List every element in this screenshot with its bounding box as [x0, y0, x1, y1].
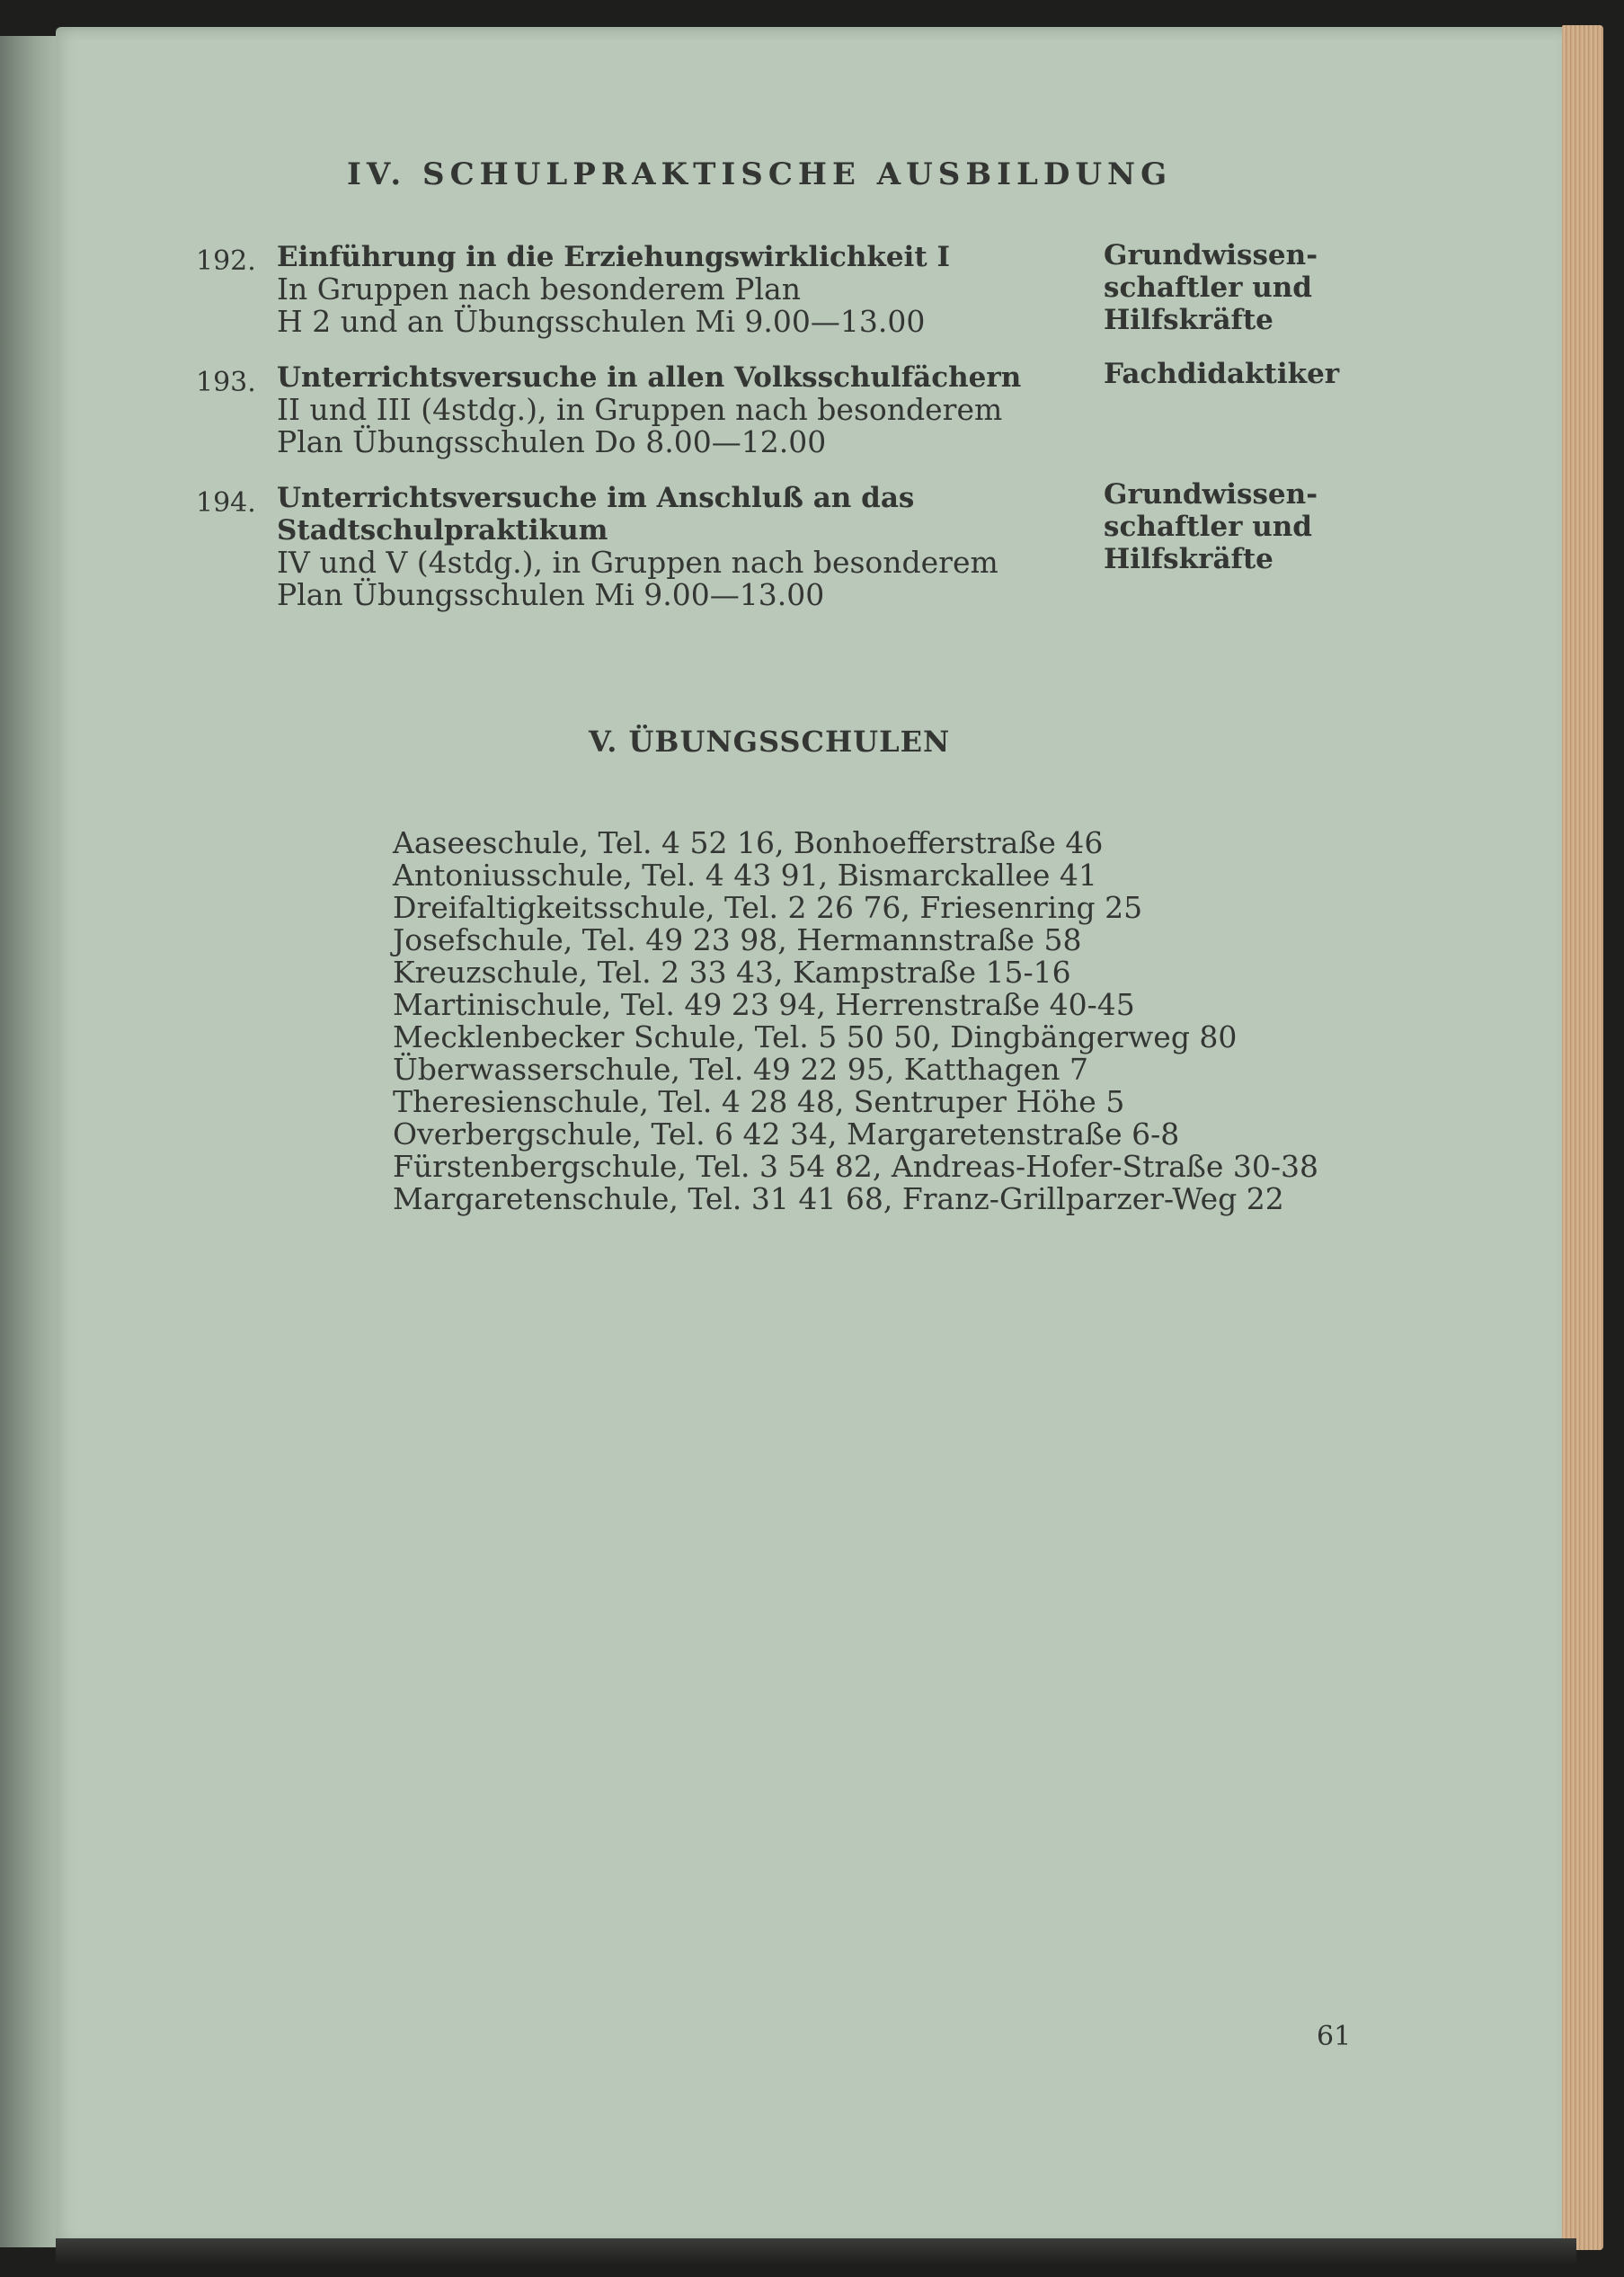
course-staff-line: schaftler und	[1104, 271, 1312, 304]
course-number: 194.	[196, 487, 256, 519]
course-title: Unterrichtsversuche im Anschluß an das	[277, 482, 915, 514]
course-title: Einführung in die Erziehungswirklichkeit I	[277, 241, 950, 273]
course-title: Unterrichtsversuche in allen Volksschulfächern	[277, 361, 1022, 394]
course-detail-line: II und III (4stdg.), in Gruppen nach besonderem	[277, 392, 1003, 427]
list-item: Kreuzschule, Tel. 2 33 43, Kampstraße 15-16	[393, 955, 1071, 990]
course-detail-line: In Gruppen nach besonderem Plan	[277, 271, 801, 307]
course-title-continued: Stadtschulpraktikum	[277, 514, 608, 547]
list-item: Overbergschule, Tel. 6 42 34, Margaretenstraße 6-8	[393, 1116, 1180, 1152]
school-list	[393, 827, 1318, 1215]
section-heading-v: V. ÜBUNGSSCHULEN	[589, 725, 951, 759]
list-item: Überwasserschule, Tel. 49 22 95, Katthagen 7	[393, 1052, 1088, 1087]
course-number: 192.	[196, 245, 256, 277]
section-heading-iv: IV. SCHULPRAKTISCHE AUSBILDUNG	[347, 156, 1173, 192]
list-item: Dreifaltigkeitsschule, Tel. 2 26 76, Friesenring 25	[393, 890, 1143, 925]
list-item: Margaretenschule, Tel. 31 41 68, Franz-Grillparzer-Weg 22	[393, 1181, 1284, 1216]
course-staff-line: Fachdidaktiker	[1104, 358, 1340, 390]
course-staff-line: Grundwissen-	[1104, 478, 1318, 511]
book-gutter	[0, 36, 63, 2247]
course-detail-line: IV und V (4stdg.), in Gruppen nach besonderem	[277, 545, 998, 580]
course-detail-line: Plan Übungsschulen Mi 9.00—13.00	[277, 577, 825, 612]
list-item: Theresienschule, Tel. 4 28 48, Sentruper Höhe 5	[393, 1084, 1125, 1119]
list-item: Aaseeschule, Tel. 4 52 16, Bonhoefferstraße 46	[393, 825, 1104, 860]
list-item: Antoniusschule, Tel. 4 43 91, Bismarckallee 41	[393, 858, 1097, 893]
course-detail-line: H 2 und an Übungsschulen Mi 9.00—13.00	[277, 304, 926, 339]
page-bottom-shadow	[56, 2238, 1576, 2265]
list-item: Josefschule, Tel. 49 23 98, Hermannstraße 58	[393, 922, 1082, 957]
list-item: Mecklenbecker Schule, Tel. 5 50 50, Dingbängerweg 80	[393, 1019, 1238, 1054]
list-item: Martinischule, Tel. 49 23 94, Herrenstraße 40-45	[393, 987, 1135, 1022]
course-staff-line: Hilfskräfte	[1104, 304, 1273, 336]
course-staff-line: Hilfskräfte	[1104, 543, 1273, 575]
page-edges	[1562, 25, 1603, 2250]
course-detail-line: Plan Übungsschulen Do 8.00—12.00	[277, 424, 827, 459]
list-item: Fürstenbergschule, Tel. 3 54 82, Andreas-Hofer-Straße 30-38	[393, 1149, 1318, 1184]
page-number: 61	[1317, 2021, 1352, 2052]
course-staff-line: schaftler und	[1104, 511, 1312, 543]
course-number: 193.	[196, 367, 256, 398]
course-staff-line: Grundwissen-	[1104, 239, 1318, 271]
